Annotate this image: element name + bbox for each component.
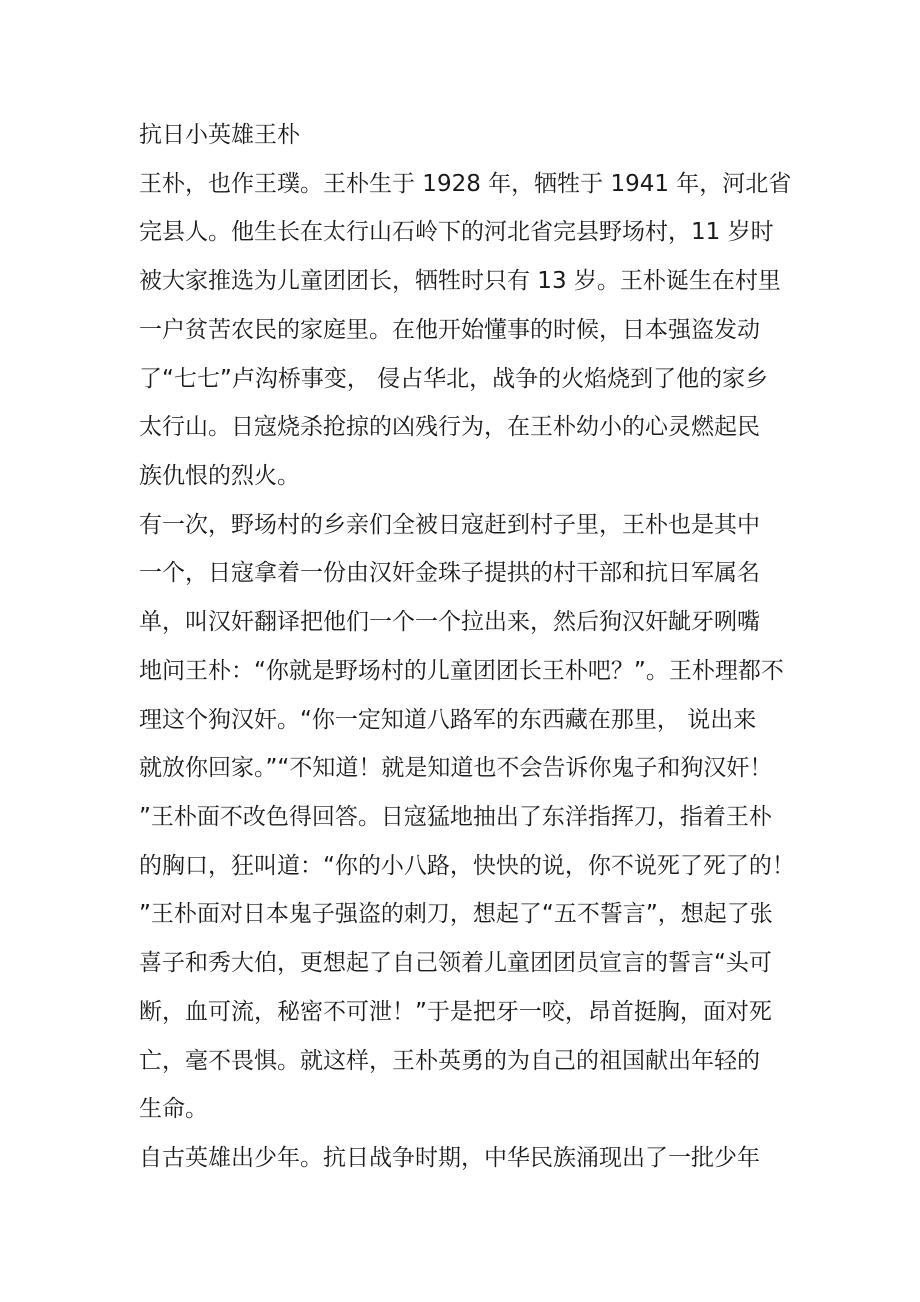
paragraph-line: 生命。 xyxy=(139,1096,208,1122)
paragraph-line: 王朴，也作王璞。王朴生于 1928 年，牺牲于 1941 年，河北省 xyxy=(139,171,792,197)
paragraph-line: 被大家推选为儿童团团长，牺牲时只有 13 岁。王朴诞生在村里 xyxy=(139,268,781,294)
paragraph-line: 地问王朴：“你就是野场村的儿童团团长王朴吧？”。王朴理都不 xyxy=(139,658,784,684)
paragraph-line: 单，叫汉奸翻译把他们一个一个拉出来，然后狗汉奸龇牙咧嘴 xyxy=(139,609,760,635)
paragraph-line: 太行山。日寇烧杀抢掠的凶残行为，在王朴幼小的心灵燃起民 xyxy=(139,414,760,440)
paragraph-line: 了“七七”卢沟桥事变， 侵占华北，战争的火焰烧到了他的家乡 xyxy=(139,366,769,392)
paragraph-line: 族仇恨的烈火。 xyxy=(139,463,300,489)
paragraph-line: 一户贫苦农民的家庭里。在他开始懂事的时候，日本强盗发动 xyxy=(139,317,760,343)
paragraph-line: 自古英雄出少年。抗日战争时期，中华民族涌现出了一批少年 xyxy=(139,1145,760,1171)
paragraph-line: 理这个狗汉奸。“你一定知道八路军的东西藏在那里， 说出来 xyxy=(139,707,757,733)
paragraph-line: 的胸口，狂叫道：“你的小八路，快快的说，你不说死了死了的！ xyxy=(139,853,795,879)
paragraph-line: 喜子和秀大伯，更想起了自己领着儿童团团员宣言的誓言“头可 xyxy=(139,950,772,976)
paragraph-line: ”王朴面不改色得回答。日寇猛地抽出了东洋指挥刀，指着王朴 xyxy=(139,804,772,830)
paragraph-line: 断，血可流，秘密不可泄！”于是把牙一咬，昂首挺胸，面对死 xyxy=(139,999,772,1025)
paragraph-line: 一个，日寇拿着一份由汉奸金珠子提拱的村干部和抗日军属名 xyxy=(139,560,760,586)
paragraph-line: ”王朴面对日本鬼子强盗的刺刀，想起了“五不誓言”，想起了张 xyxy=(139,901,773,927)
paragraph-line: 就放你回家。”“不知道！就是知道也不会告诉你鬼子和狗汉奸！ xyxy=(139,755,773,781)
paragraph-line: 亡，毫不畏惧。就这样，王朴英勇的为自己的祖国献出年轻的 xyxy=(139,1048,760,1074)
document-title: 抗日小英雄王朴 xyxy=(139,122,300,148)
paragraph-line: 有一次，野场村的乡亲们全被日寇赶到村子里，王朴也是其中 xyxy=(139,512,760,538)
paragraph-line: 完县人。他生长在太行山石岭下的河北省完县野场村，11 岁时 xyxy=(139,219,774,245)
